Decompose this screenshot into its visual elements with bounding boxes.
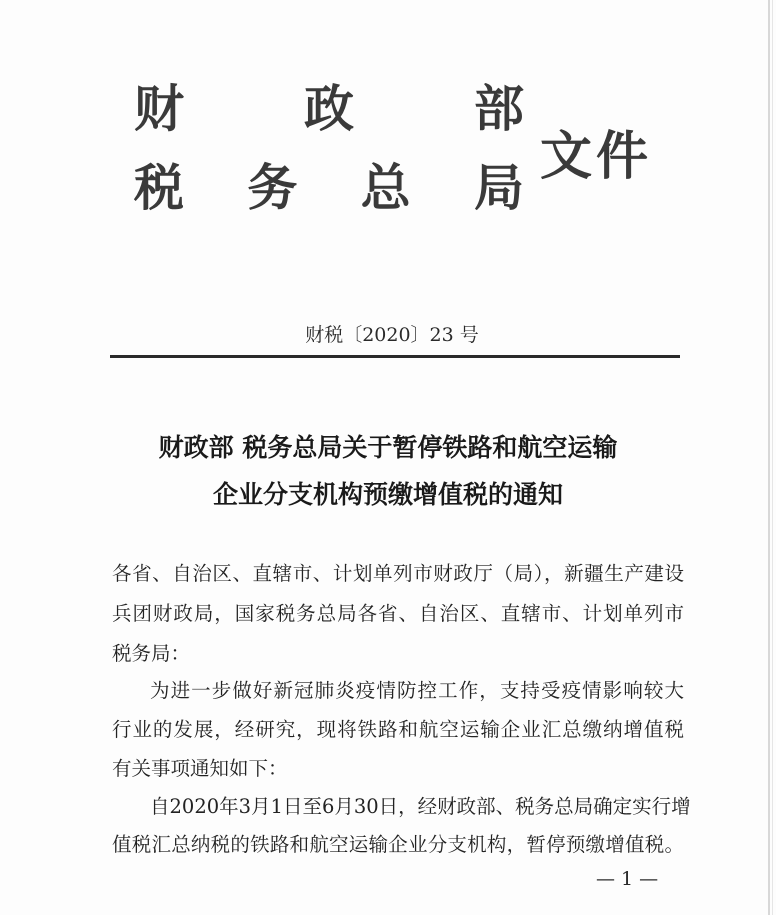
paragraph-1-line-2: 行业的发展，经研究，现将铁路和航空运输企业汇总缴纳增值税	[112, 718, 684, 741]
paragraph-1-line-1: 为进一步做好新冠肺炎疫情防控工作，支持受疫情影响较大	[150, 679, 684, 702]
issuer-char: 局	[473, 158, 524, 217]
header-divider	[110, 355, 680, 358]
page-number: — 1 —	[596, 868, 659, 890]
document-number: 财税〔2020〕23 号	[305, 324, 479, 346]
issuer-char: 部	[474, 79, 524, 138]
issuer-char: 总	[360, 158, 411, 217]
issuer-char: 税	[134, 158, 184, 217]
document-title-line-1: 财政部 税务总局关于暂停铁路和航空运输	[158, 433, 618, 462]
document-title-line-2: 企业分支机构预缴增值税的通知	[212, 480, 563, 509]
addressee-line-1: 各省、自治区、直辖市、计划单列市财政厅（局），新疆生产建设	[112, 562, 684, 585]
paragraph-2-line-2: 值税汇总纳税的铁路和航空运输企业分支机构，暂停预缴增值税。	[112, 833, 684, 856]
addressee-line-3: 税务局：	[112, 642, 191, 665]
issuer-char: 务	[247, 158, 298, 217]
paragraph-1-line-3: 有关事项通知如下：	[112, 757, 288, 780]
issuer-ministry-of-finance	[134, 78, 524, 140]
paragraph-2-line-1: 自2020年3月1日至6月30日，经财政部、税务总局确定实行增	[150, 795, 691, 818]
issuer-char: 政	[304, 79, 354, 138]
issuer-char: 财	[134, 79, 184, 138]
issuer-tax-administration	[134, 157, 524, 219]
addressee-line-2: 兵团财政局，国家税务总局各省、自治区、直辖市、计划单列市	[112, 602, 684, 625]
document-type-label: 文件	[540, 126, 653, 187]
